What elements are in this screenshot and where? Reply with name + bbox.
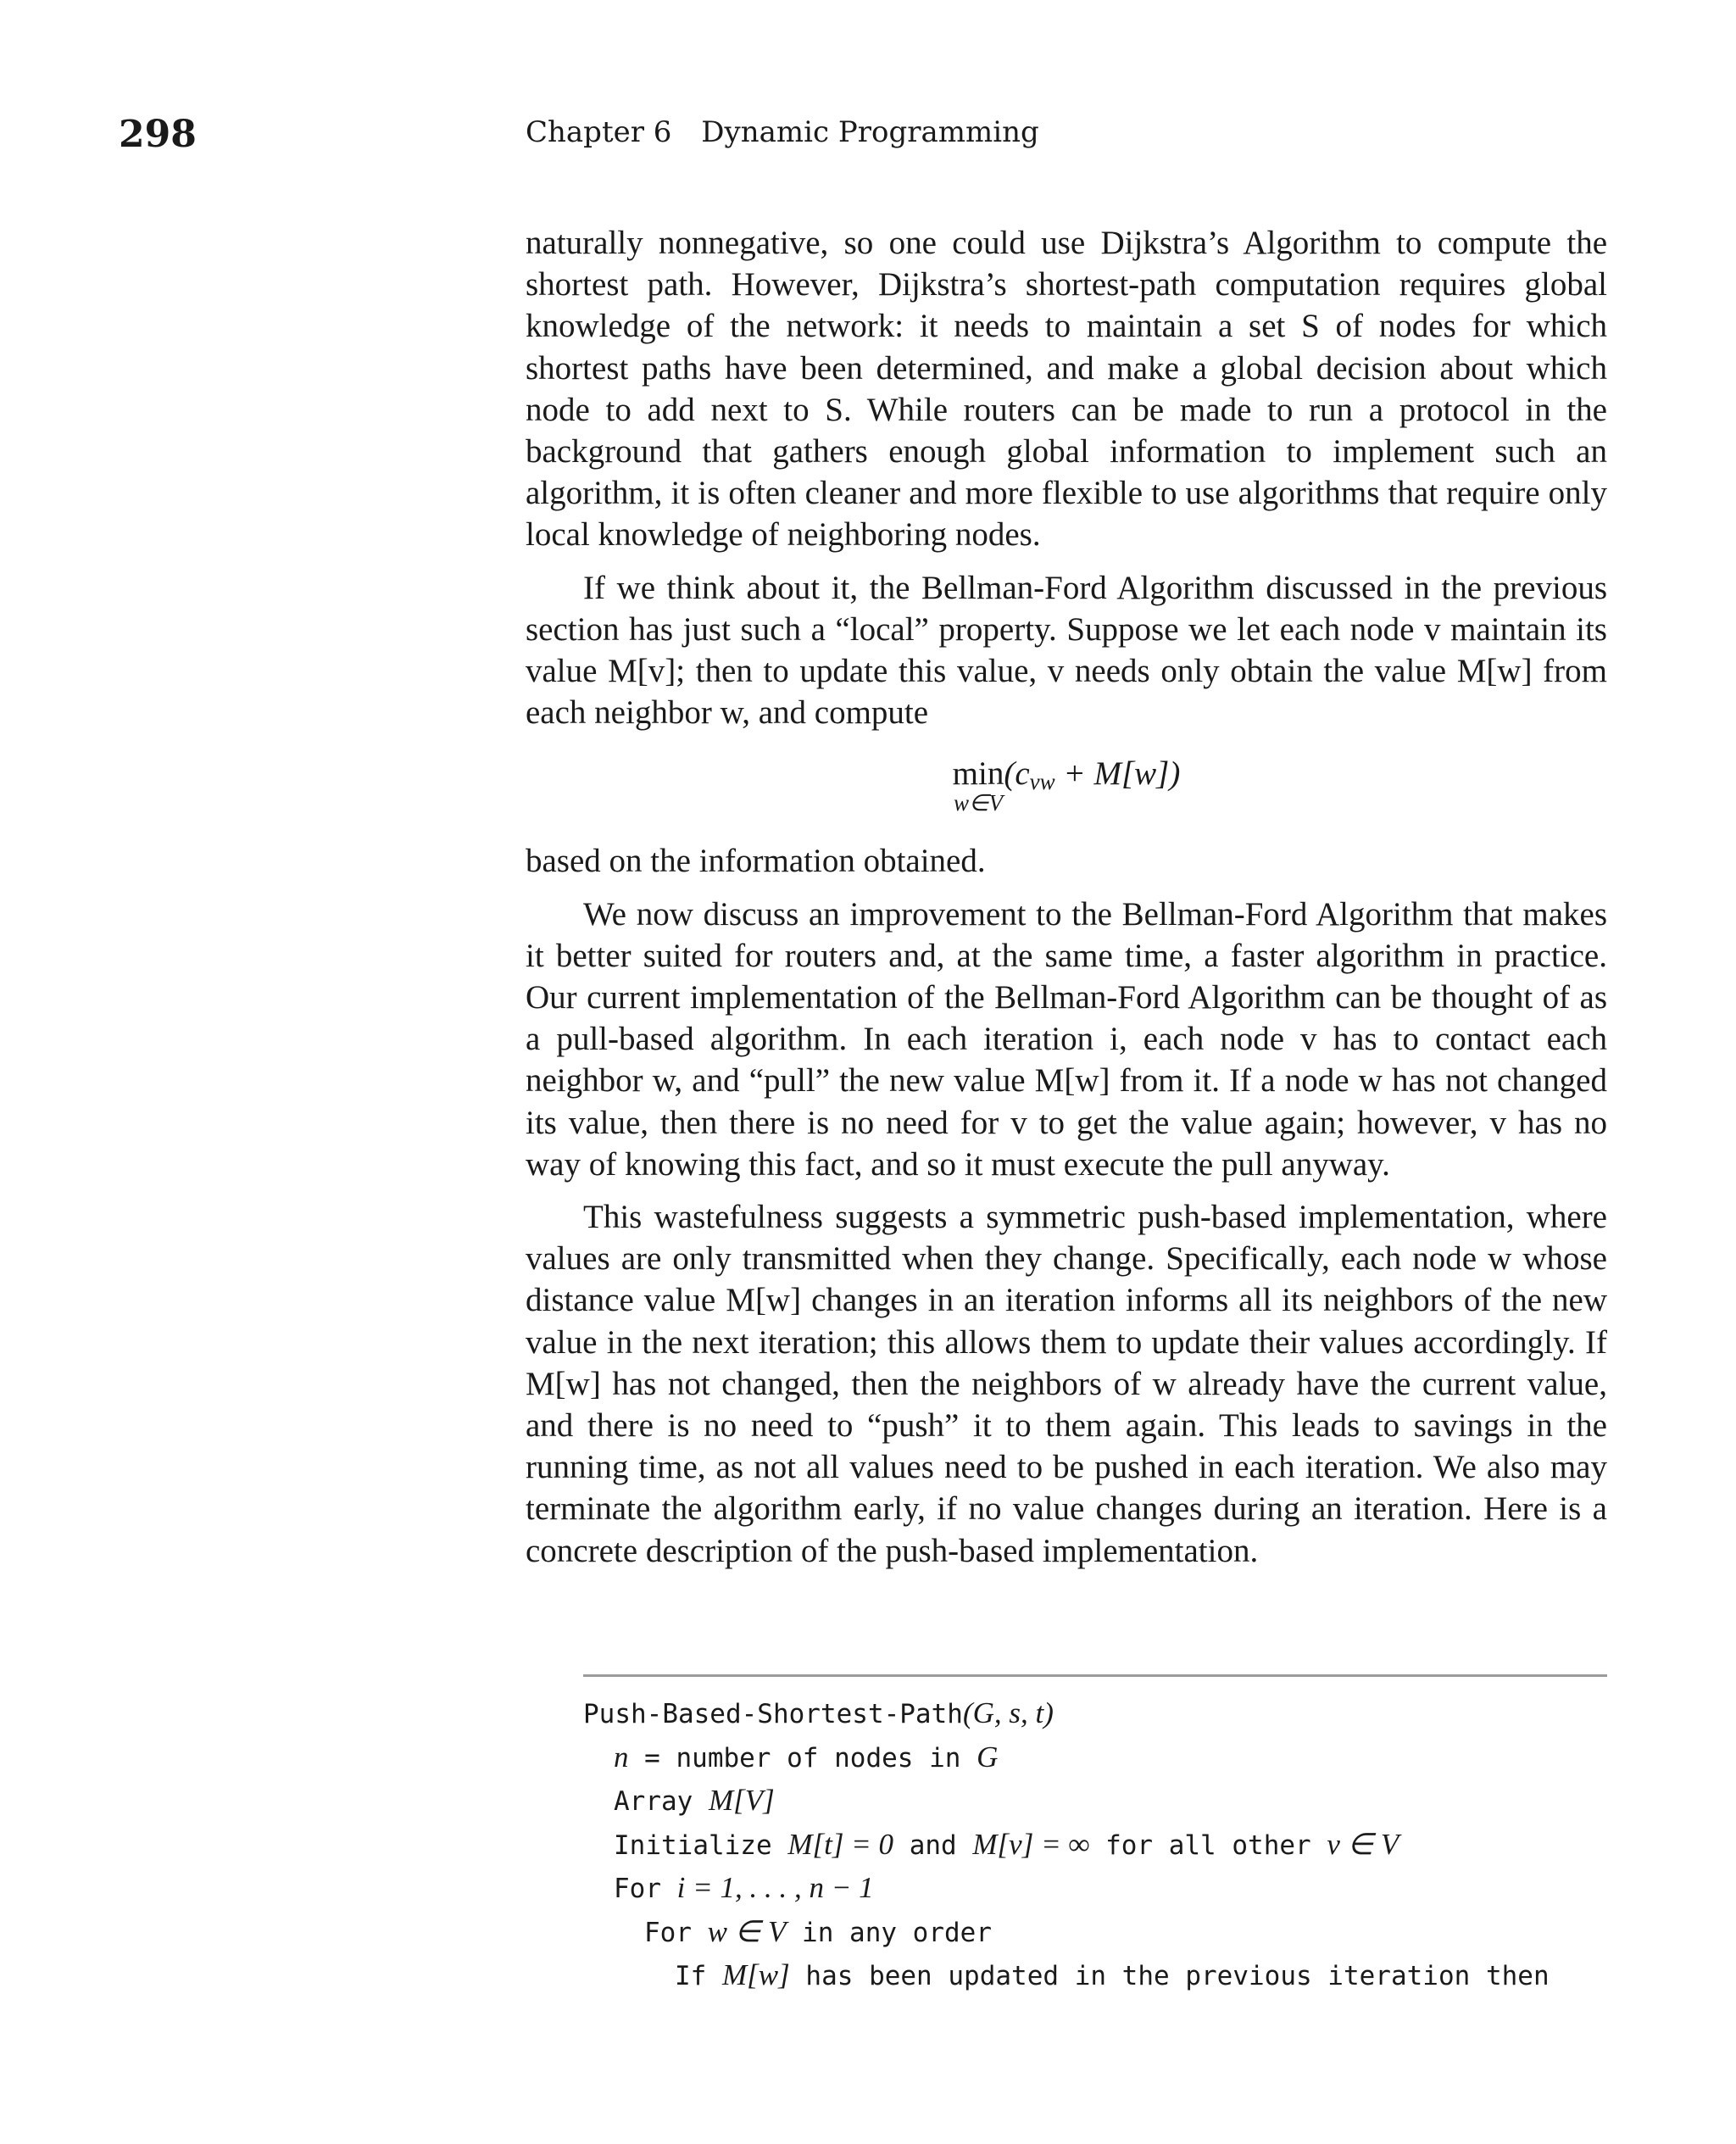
algorithm-line-1: [583, 1736, 1607, 1780]
chapter-title: Dynamic Programming: [701, 115, 1039, 149]
alg-l4-a: For: [614, 1874, 677, 1904]
alg-l3-a: Initialize: [614, 1829, 788, 1861]
alg-l3-c: and: [893, 1829, 973, 1861]
alg-l2-a: Array: [614, 1786, 709, 1817]
paragraph-1: naturally nonnegative, so one could use Dijkstra’s Algorithm to compute the shortest path. However, Dijkstra’s shortest-path computation requires global knowledge of the network: it needs to maintain a set S of nodes for which shortest paths have been determined, and make a global decision about which node to add next to S. While routers can be made to run a protocol in the background that gathers enough global information to implement such an algorithm, it is often cleaner and more flexible to use algorithms that require only local knowledge of neighboring nodes.: [526, 225, 1607, 554]
paragraph-3: based on the information obtained.: [526, 843, 986, 880]
algorithm-line-4: [583, 1867, 1607, 1911]
body-text: [526, 222, 1607, 1583]
algorithm-header: [583, 1692, 1607, 1736]
display-formula: [526, 757, 1607, 815]
algorithm-line-2: [583, 1779, 1607, 1824]
alg-l2-b: M[V]: [708, 1784, 775, 1817]
alg-l3-f: v ∈ V: [1327, 1827, 1399, 1861]
formula-sub: vw: [1029, 769, 1055, 795]
alg-l5-c: in any order: [786, 1917, 993, 1948]
page-number: 298: [119, 113, 197, 156]
paragraph-4: We now discuss an improvement to the Bellman-Ford Algorithm that makes it better suited for routers and, at the same time, a faster algorithm in practice. Our current implementation of the Bellman-Ford Algorithm can be thought of as a pull-based algorithm. In each iteration i, each node v has to contact each neighbor w, and “pull” the new value M[w] from it. If a node w has not changed its value, then there is no need for v to get the value again; however, v has no way of knowing this fact, and so it must execute the pull anyway.: [526, 895, 1607, 1183]
alg-l6-b: M[w]: [722, 1958, 790, 1991]
alg-l1-c: G: [976, 1740, 999, 1774]
algorithm-rule: [583, 1674, 1607, 1677]
chapter-label: Chapter 6: [526, 115, 672, 149]
alg-l6-a: If: [675, 1961, 722, 1991]
alg-l4-b: i = 1, . . . , n − 1: [676, 1871, 874, 1904]
formula-rest: + M[w]): [1054, 755, 1181, 793]
min-subscript: w∈V: [953, 790, 1004, 816]
paragraph-2: If we think about it, the Bellman-Ford Algorithm discussed in the previous section has just such a “local” property. Suppose we let each node v maintain its value M[v]; then to update this value, v needs only obtain the value M[w] from each neighbor w, and compute: [526, 569, 1607, 732]
algorithm-line-6: [583, 1954, 1607, 1998]
running-head: [526, 115, 1039, 149]
paragraph-5: This wastefulness suggests a symmetric push-based implementation, where values are only transmitted when they change. Specifically, each node w whose distance value M[w] changes in an iteration informs all its neighbors of the new value in the next iteration; this allows them to update their values accordingly. If M[w] has not changed, then the neighbors of w already have the current value, and there is no need to “push” it to them again. This leads to savings in the running time, as not all values need to be pushed in each iteration. We also may terminate the algorithm early, if no value changes during an iteration. Here is a concrete description of the push-based implementation.: [526, 1199, 1607, 1569]
formula-expr: (c: [1004, 755, 1030, 793]
algorithm-line-5: [583, 1911, 1607, 1955]
algorithm-block: [583, 1692, 1607, 1998]
alg-l1-b: = number of nodes in: [628, 1742, 977, 1774]
alg-l3-e: for all other: [1089, 1829, 1327, 1861]
alg-l1-a: n: [614, 1740, 629, 1774]
min-symbol: min: [952, 755, 1004, 793]
min-operator: [953, 757, 1004, 815]
alg-l6-c: has been updated in the previous iteration then: [789, 1961, 1550, 1991]
algorithm-line-3: [583, 1824, 1607, 1868]
algorithm-args: (G, s, t): [962, 1696, 1054, 1729]
alg-l3-b: M[t] = 0: [787, 1827, 894, 1861]
alg-l5-b: w ∈ V: [707, 1914, 787, 1948]
alg-l3-d: M[v] = ∞: [972, 1827, 1090, 1861]
algorithm-name: Push-Based-Shortest-Path: [583, 1699, 963, 1729]
alg-l5-a: For: [644, 1917, 708, 1948]
